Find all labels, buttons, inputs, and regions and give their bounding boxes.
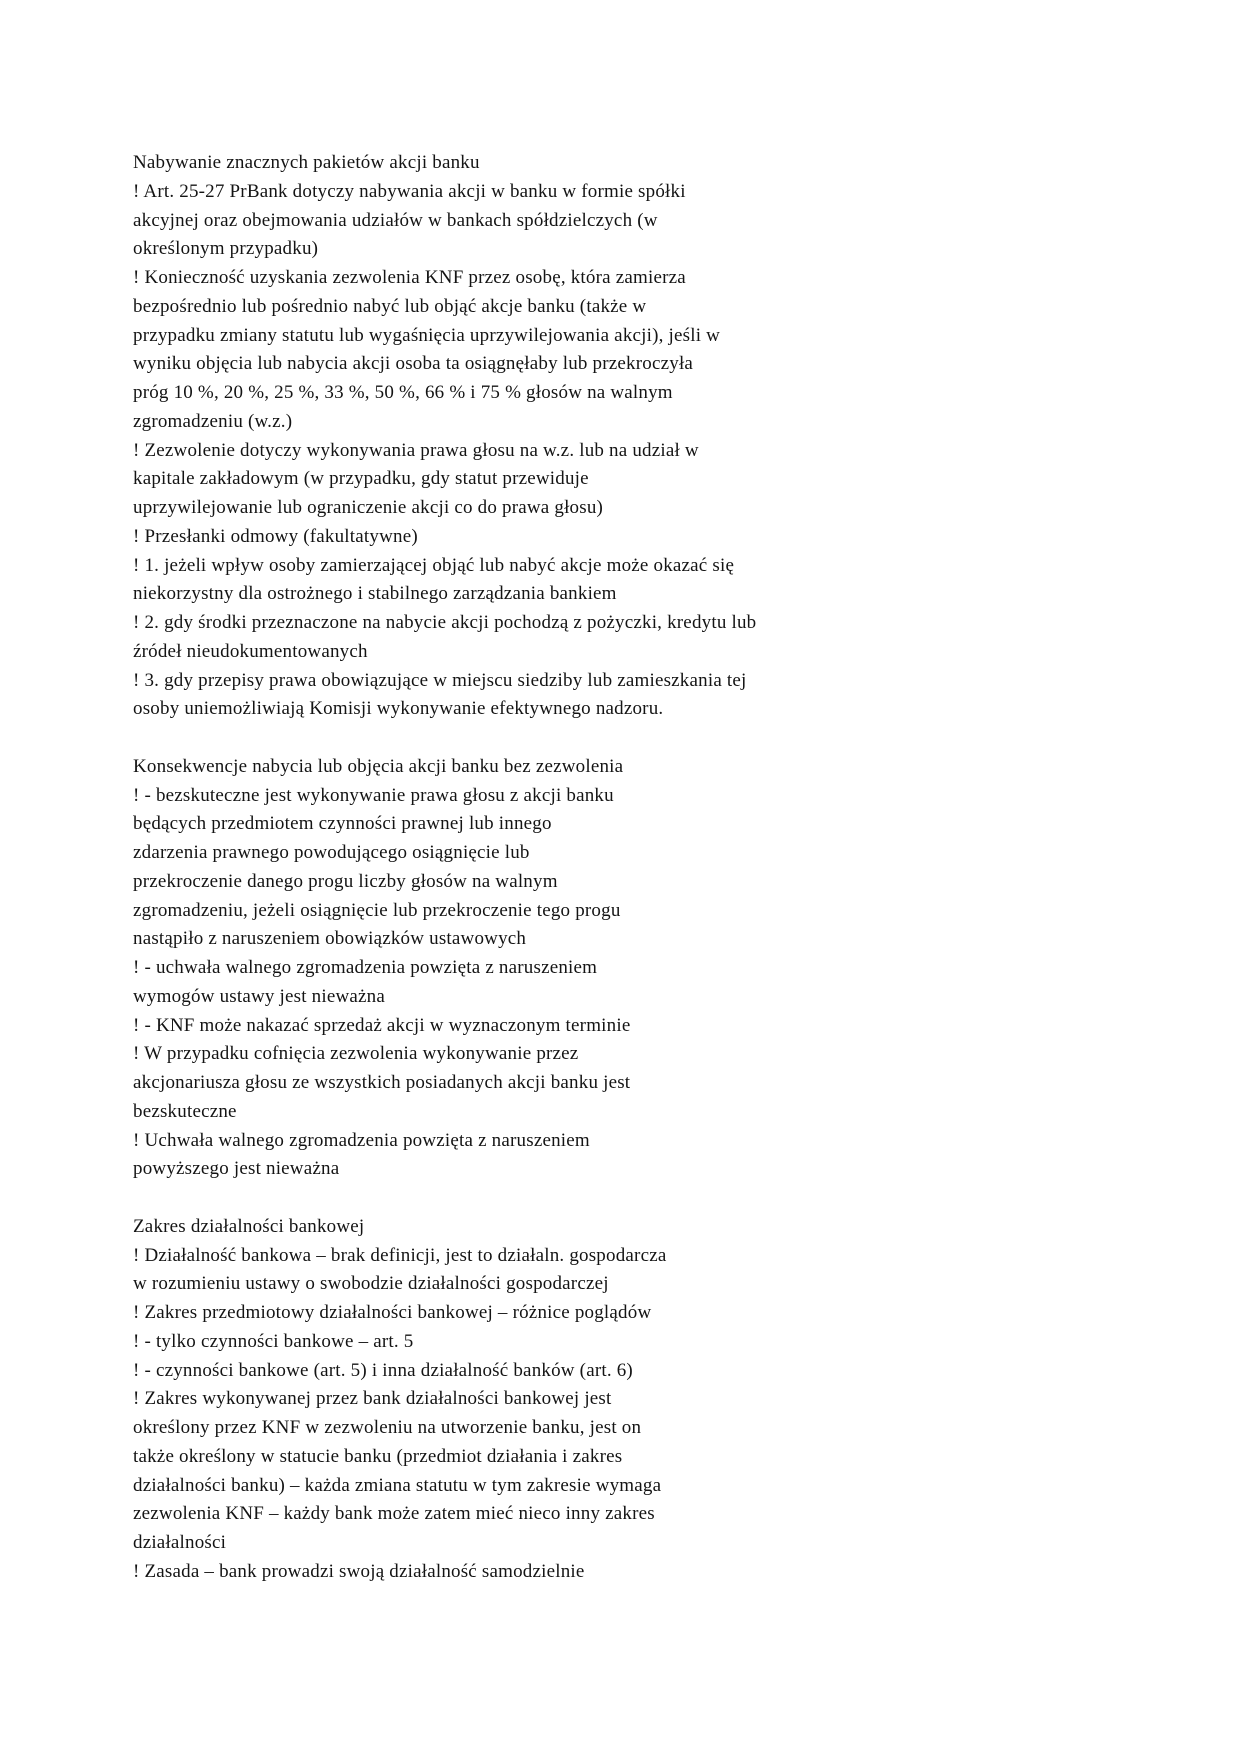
text-line: powyższego jest nieważna bbox=[133, 1158, 340, 1180]
text-line: ! Uchwała walnego zgromadzenia powzięta z naruszeniem bbox=[133, 1129, 590, 1151]
text-line: ! - bezskuteczne jest wykonywanie prawa głosu z akcji banku bbox=[133, 784, 614, 806]
text-line: niekorzystny dla ostrożnego i stabilnego zarządzania bankiem bbox=[133, 583, 617, 605]
document-section bbox=[133, 753, 1113, 1184]
text-line: ! Przesłanki odmowy (fakultatywne) bbox=[133, 525, 418, 547]
text-line: osoby uniemożliwiają Komisji wykonywanie efektywnego nadzoru. bbox=[133, 698, 664, 720]
text-line: ! W przypadku cofnięcia zezwolenia wykonywanie przez bbox=[133, 1043, 579, 1065]
text-line: zdarzenia prawnego powodującego osiągnięcie lub bbox=[133, 842, 530, 863]
text-line: ! Działalność bankowa – brak definicji, jest to działaln. gospodarcza bbox=[133, 1244, 667, 1266]
text-line: bezskuteczne bbox=[133, 1100, 237, 1122]
text-line: źródeł nieudokumentowanych bbox=[133, 640, 368, 662]
text-line: ! Zakres wykonywanej przez bank działalności bankowej jest bbox=[133, 1388, 612, 1410]
text-line: ! 2. gdy środki przeznaczone na nabycie akcji pochodzą z pożyczki, kredytu lub bbox=[133, 612, 757, 633]
section-heading: Konsekwencje nabycia lub objęcia akcji banku bez zezwolenia bbox=[133, 755, 624, 777]
text-line: działalności banku) – każda zmiana statutu w tym zakresie wymaga bbox=[133, 1474, 662, 1496]
text-line: zgromadzeniu, jeżeli osiągnięcie lub przekroczenie tego progu bbox=[133, 899, 621, 921]
text-line: próg 10 %, 20 %, 25 %, 33 %, 50 %, 66 % i 75 % głosów na walnym bbox=[133, 382, 673, 403]
text-line: zezwolenia KNF – każdy bank może zatem mieć nieco inny zakres bbox=[133, 1503, 655, 1525]
text-line: ! - KNF może nakazać sprzedaż akcji w wyznaczonym terminie bbox=[133, 1014, 631, 1036]
text-line: ! Zasada – bank prowadzi swoją działalność samodzielnie bbox=[133, 1560, 585, 1582]
text-line: ! - uchwała walnego zgromadzenia powzięta z naruszeniem bbox=[133, 957, 598, 978]
text-line: kapitale zakładowym (w przypadku, gdy statut przewiduje bbox=[133, 468, 589, 490]
text-line: bezpośrednio lub pośrednio nabyć lub objąć akcje banku (także w bbox=[133, 295, 647, 317]
document-section bbox=[133, 149, 1113, 724]
text-line: działalności bbox=[133, 1532, 227, 1553]
text-line: ! 1. jeżeli wpływ osoby zamierzającej objąć lub nabyć akcje może okazać się bbox=[133, 554, 735, 576]
text-line: ! Art. 25-27 PrBank dotyczy nabywania akcji w banku w formie spółki bbox=[133, 180, 686, 202]
text-line: w rozumieniu ustawy o swobodzie działalności gospodarczej bbox=[133, 1273, 609, 1295]
text-line: określony przez KNF w zezwoleniu na utworzenie banku, jest on bbox=[133, 1417, 642, 1438]
text-line: akcyjnej oraz obejmowania udziałów w bankach spółdzielczych (w bbox=[133, 209, 658, 231]
text-line: ! Konieczność uzyskania zezwolenia KNF przez osobę, która zamierza bbox=[133, 267, 686, 288]
text-line: także określony w statucie banku (przedmiot działania i zakres bbox=[133, 1445, 623, 1467]
text-line: ! - czynności bankowe (art. 5) i inna działalność banków (art. 6) bbox=[133, 1359, 633, 1381]
text-line: przypadku zmiany statutu lub wygaśnięcia uprzywilejowania akcji), jeśli w bbox=[133, 324, 721, 346]
text-line: wymogów ustawy jest nieważna bbox=[133, 985, 386, 1007]
document-section bbox=[133, 1213, 1113, 1587]
text-line: wyniku objęcia lub nabycia akcji osoba ta osiągnęłaby lub przekroczyła bbox=[133, 353, 694, 375]
text-line: nastąpiło z naruszeniem obowiązków ustawowych bbox=[133, 928, 527, 950]
text-line: ! Zezwolenie dotyczy wykonywania prawa głosu na w.z. lub na udział w bbox=[133, 439, 699, 461]
section-heading: Nabywanie znacznych pakietów akcji banku bbox=[133, 152, 480, 173]
text-line: ! 3. gdy przepisy prawa obowiązujące w miejscu siedziby lub zamieszkania tej bbox=[133, 669, 747, 691]
text-line: przekroczenie danego progu liczby głosów na walnym bbox=[133, 870, 558, 892]
document-body bbox=[133, 149, 1113, 1587]
text-line: określonym przypadku) bbox=[133, 238, 319, 260]
text-line: będących przedmiotem czynności prawnej lub innego bbox=[133, 813, 552, 835]
text-line: uprzywilejowanie lub ograniczenie akcji co do prawa głosu) bbox=[133, 497, 604, 518]
text-line: ! - tylko czynności bankowe – art. 5 bbox=[133, 1330, 414, 1352]
section-heading: Zakres działalności bankowej bbox=[133, 1215, 365, 1237]
text-line: zgromadzeniu (w.z.) bbox=[133, 410, 293, 432]
text-line: akcjonariusza głosu ze wszystkich posiadanych akcji banku jest bbox=[133, 1072, 631, 1093]
text-line: ! Zakres przedmiotowy działalności bankowej – różnice poglądów bbox=[133, 1302, 652, 1323]
